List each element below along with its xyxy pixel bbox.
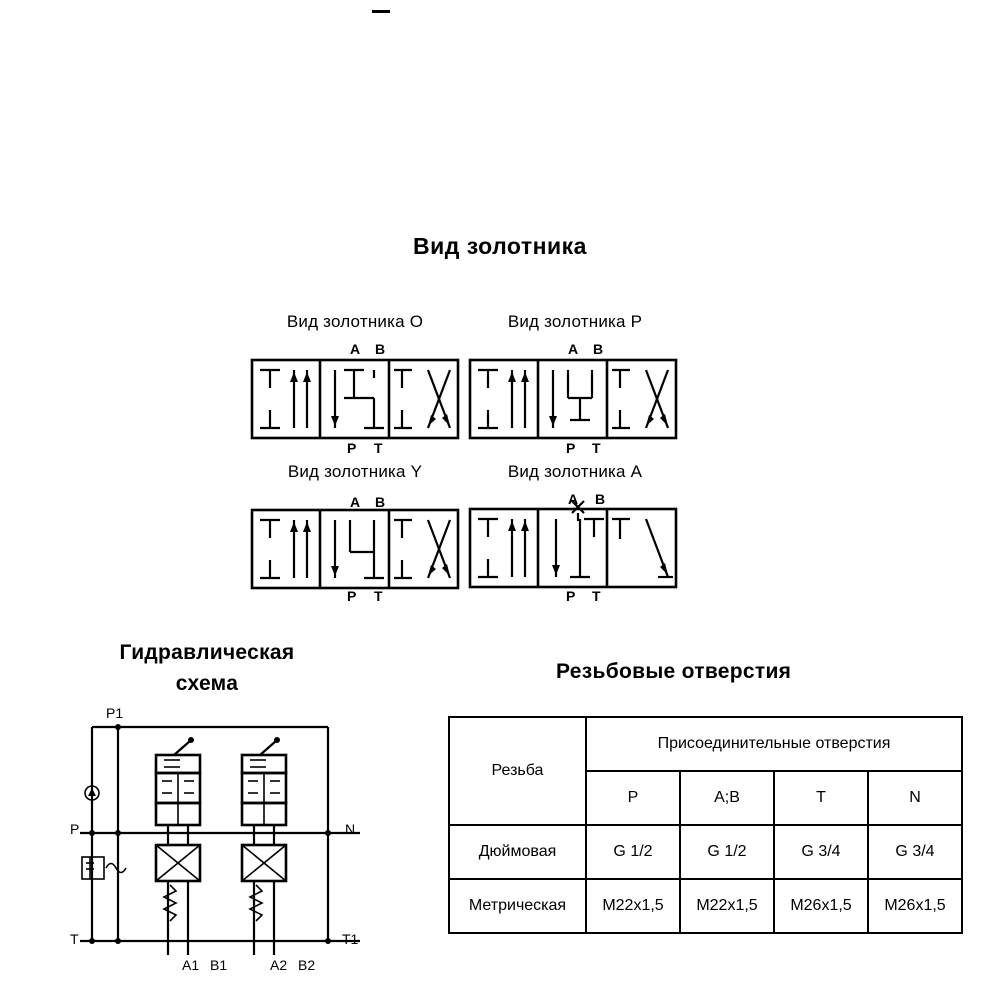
hydraulic-title-line1: Гидравлическая bbox=[119, 641, 295, 664]
spool-label-a: Вид золотника A bbox=[507, 462, 643, 481]
header-connection-holes: Присоединительные отверстия bbox=[586, 717, 962, 771]
spool-label-y: Вид золотника Y bbox=[287, 462, 423, 481]
hydraulic-schematic bbox=[70, 705, 390, 995]
page-title: Вид золотника bbox=[413, 233, 587, 259]
row-imperial-t: G 3/4 bbox=[774, 825, 868, 879]
hydraulic-label-p1: P1 bbox=[106, 705, 124, 721]
spool-a-port-a: A bbox=[568, 491, 579, 507]
subheader-t: T bbox=[774, 771, 868, 825]
spool-symbol-a bbox=[468, 495, 683, 591]
spool-p-port-a: A bbox=[568, 341, 579, 357]
header-thread: Резьба bbox=[449, 717, 586, 825]
spool-a-port-b: B bbox=[595, 491, 606, 507]
spool-y-port-b: B bbox=[375, 494, 386, 510]
spool-symbol-y bbox=[250, 508, 460, 590]
spool-a-port-t: T bbox=[592, 588, 601, 604]
row-metric-p: M22x1,5 bbox=[586, 879, 680, 933]
spool-symbol-o bbox=[250, 358, 460, 440]
spool-label-o: Вид золотника O bbox=[286, 312, 424, 331]
row-imperial-name: Дюймовая bbox=[449, 825, 586, 879]
spool-y-port-p: P bbox=[347, 588, 357, 604]
hydraulic-label-a2: A2 bbox=[270, 957, 288, 973]
subheader-ab: A;B bbox=[680, 771, 774, 825]
threads-title: Резьбовые отверстия bbox=[556, 660, 792, 683]
spool-p-port-p: P bbox=[566, 440, 576, 456]
spool-o-port-t: T bbox=[374, 440, 383, 456]
hydraulic-label-n: N bbox=[345, 821, 356, 837]
spool-p-port-t: T bbox=[592, 440, 601, 456]
table-row bbox=[449, 879, 962, 933]
row-imperial-n: G 3/4 bbox=[868, 825, 962, 879]
row-metric-n: M26x1,5 bbox=[868, 879, 962, 933]
hydraulic-label-t: T bbox=[70, 931, 79, 947]
row-metric-ab: M22x1,5 bbox=[680, 879, 774, 933]
subheader-n: N bbox=[868, 771, 962, 825]
table-row bbox=[449, 825, 962, 879]
spool-y-port-a: A bbox=[350, 494, 361, 510]
row-imperial-ab: G 1/2 bbox=[680, 825, 774, 879]
spool-symbol-p bbox=[468, 358, 678, 440]
top-dash-mark bbox=[372, 10, 390, 13]
spool-o-port-p: P bbox=[347, 440, 357, 456]
threads-table bbox=[448, 716, 963, 934]
spool-o-port-a: A bbox=[350, 341, 361, 357]
table-row-header bbox=[449, 717, 962, 771]
spool-p-port-b: B bbox=[593, 341, 604, 357]
row-metric-t: M26x1,5 bbox=[774, 879, 868, 933]
subheader-p: P bbox=[586, 771, 680, 825]
row-metric-name: Метрическая bbox=[449, 879, 586, 933]
hydraulic-label-b2: B2 bbox=[298, 957, 316, 973]
hydraulic-label-a1: A1 bbox=[182, 957, 200, 973]
spool-o-port-b: B bbox=[375, 341, 386, 357]
spool-y-port-t: T bbox=[374, 588, 383, 604]
spool-a-port-p: P bbox=[566, 588, 576, 604]
hydraulic-schematic-svg bbox=[70, 705, 390, 970]
hydraulic-label-b1: B1 bbox=[210, 957, 228, 973]
hydraulic-title-line2: схема bbox=[175, 672, 239, 695]
hydraulic-label-p: P bbox=[70, 821, 80, 837]
row-imperial-p: G 1/2 bbox=[586, 825, 680, 879]
hydraulic-label-t1: T1 bbox=[342, 931, 359, 947]
spool-label-p: Вид золотника P bbox=[507, 312, 643, 331]
